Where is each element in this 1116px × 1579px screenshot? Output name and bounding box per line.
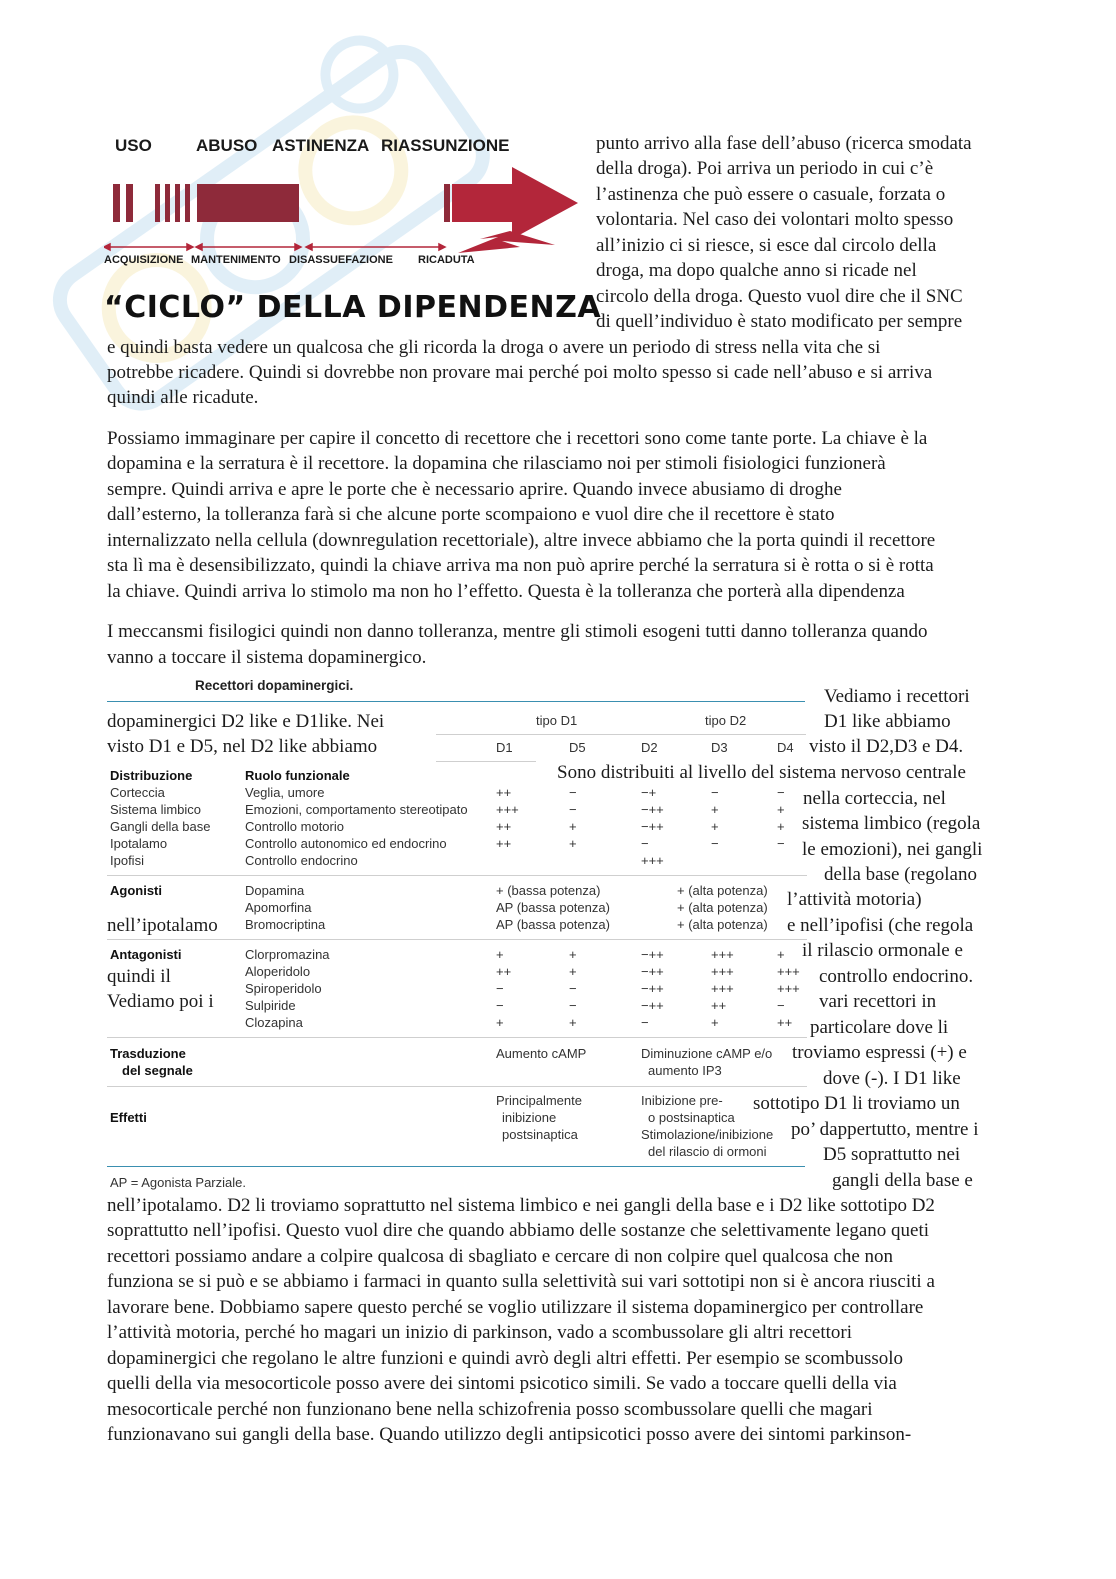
value-cell: +++ (496, 802, 519, 817)
effects-d2: del rilascio di ormoni (648, 1144, 767, 1159)
phase-arrows-icon (104, 240, 454, 254)
stage-riassunzione: RIASSUNZIONE (381, 136, 510, 155)
role-cell: Controllo motorio (245, 819, 344, 834)
text-line: Vediamo poi i (107, 991, 214, 1012)
text-line: dopaminergici D2 like e D1like. Nei (107, 711, 385, 732)
value-cell: −+ (641, 785, 657, 800)
value-cell: − (711, 836, 719, 851)
text-line: Possiamo immaginare per capire il concetto di recettore che i recettori sono come tante porte. La chiave è la (107, 428, 928, 449)
value-cell: ++ (496, 785, 512, 800)
bar-abuso-4 (185, 184, 190, 222)
table-footnote: AP = Agonista Parziale. (110, 1175, 246, 1190)
value-cell: + (711, 819, 719, 834)
table-top-rule (107, 701, 805, 702)
value-cell: + (711, 1015, 719, 1030)
antagonist-name: Clorpromazina (245, 947, 330, 962)
text-line: funziona se si può e se abbiamo i farmaci in quanto sulla selettività sui vari sottotipi non si è ancora riusciti a (107, 1271, 935, 1292)
effects-d2: o postsinaptica (648, 1110, 735, 1125)
value-cell: +++ (711, 981, 734, 996)
value-cell: −++ (641, 819, 664, 834)
phase-ricaduta: RICADUTA (418, 254, 475, 266)
text-line: quindi il (107, 966, 171, 987)
agonist-d1: AP (bassa potenza) (496, 917, 610, 932)
text-line: nell’ipotalamo. D2 li troviamo soprattutto nel sistema limbico e nei gangli della base e i D2 like sottotipo D2 (107, 1195, 935, 1216)
text-line: sistema limbico (regola (802, 813, 981, 834)
value-cell: − (496, 998, 504, 1013)
value-cell: ++ (777, 1015, 793, 1030)
transduction-label: Trasduzione (110, 1046, 186, 1061)
text-line: dall’esterno, la tolleranza farà si che alcune porte scompaiono e vuol dire che il recettore è stato (107, 504, 835, 525)
group-rule (436, 734, 806, 735)
effects-d1: postsinaptica (502, 1127, 578, 1142)
subtype-header: D5 (569, 740, 586, 755)
agonist-d2: + (alta potenza) (677, 917, 768, 932)
bar-abuso-1 (155, 184, 160, 222)
text-line: la chiave. Quindi arriva lo stimolo ma non ho l’effetto. Questa è la tolleranza che porterà alla dipendenza (107, 581, 905, 602)
value-cell: −++ (641, 981, 664, 996)
region-cell: Ipotalamo (110, 836, 168, 851)
region-cell: Corteccia (110, 785, 165, 800)
value-cell: ++ (496, 964, 512, 979)
value-cell: + (569, 836, 577, 851)
value-cell: + (777, 819, 785, 834)
text-line: e quindi basta vedere un qualcosa che gli ricorda la droga o avere un periodo di stress nella vita che si (107, 337, 881, 358)
text-line: il rilascio ormonale e (802, 940, 963, 961)
text-line: della droga). Poi arriva un periodo in cui c’è (596, 158, 934, 179)
effects-d1: Principalmente (496, 1093, 582, 1108)
text-line: di quell’individuo è stato modificato per sempre (596, 311, 963, 332)
agonist-name: Dopamina (245, 883, 305, 898)
text-line: punto arrivo alla fase dell’abuso (ricerca smodata (596, 133, 972, 154)
agonist-d1: AP (bassa potenza) (496, 900, 610, 915)
bar-abuso-2 (165, 184, 170, 222)
subtype-header: D2 (641, 740, 658, 755)
transduction-d2-2: aumento IP3 (648, 1063, 722, 1078)
group-d2-header: tipo D2 (705, 713, 747, 728)
antagonist-name: Aloperidolo (245, 964, 311, 979)
value-cell: − (569, 785, 577, 800)
agonist-name: Apomorfina (245, 900, 312, 915)
value-cell: +++ (777, 964, 800, 979)
text-line: soprattutto nell’ipofisi. Questo vuol dire che quando abbiamo delle sostanze che selettivamente legano queti (107, 1220, 930, 1241)
text-line: droga, ma dopo qualche anno si ricade nel (596, 260, 917, 281)
text-line: controllo endocrino. (819, 966, 974, 987)
text-line: Sono distribuiti al livello del sistema nervoso centrale (557, 762, 966, 783)
text-line: Vediamo i recettori (824, 686, 970, 707)
text-line: l’astinenza che può essere o casuale, forzata o (596, 184, 946, 205)
text-line: potrebbe ricadere. Quindi si dovrebbe non provare mai perché poi molto spesso si cade nell’abuso e si arriva (107, 362, 933, 383)
value-cell: ++ (496, 819, 512, 834)
subtype-header: D1 (496, 740, 513, 755)
text-line: recettori possiamo andare a colpire qualcosa di sbagliato e cercare di non colpire quel qualcosa che non (107, 1246, 894, 1267)
value-cell: +++ (711, 964, 734, 979)
value-cell: − (641, 1015, 649, 1030)
value-cell: + (496, 947, 504, 962)
value-cell: +++ (711, 947, 734, 962)
row-rule (107, 875, 807, 876)
text-line: visto D1 e D5, nel D2 like abbiamo (107, 736, 378, 757)
value-cell: + (569, 819, 577, 834)
text-line: vanno a toccare il sistema dopaminergico. (107, 647, 427, 668)
antagonist-name: Sulpiride (245, 998, 296, 1013)
transduction-d2: Diminuzione cAMP e/o (641, 1046, 773, 1061)
value-cell: − (569, 998, 577, 1013)
text-line: lavorare bene. Dobbiamo sapere questo perché se voglio utilizzare il sistema dopaminergico per controllare (107, 1297, 924, 1318)
value-cell: − (777, 785, 785, 800)
value-cell: − (496, 981, 504, 996)
value-cell: + (777, 947, 785, 962)
distribution-header: Distribuzione (110, 768, 193, 783)
value-cell: +++ (777, 981, 800, 996)
value-cell: ++ (496, 836, 512, 851)
text-line: sta lì ma è desensibilizzato, quindi la chiave arriva ma non può aprire perché la serratura si è rotta o si è rotta (107, 555, 934, 576)
antagonists-label: Antagonisti (110, 947, 182, 962)
text-line: vari recettori in (819, 991, 937, 1012)
text-line: nell’ipotalamo (107, 915, 218, 936)
effects-d1: inibizione (502, 1110, 557, 1125)
text-line: sottotipo D1 li troviamo un (753, 1093, 960, 1114)
text-line: mesocorticale perché non funzionano bene nella schizofrenia posso scombussolare quelli che magari (107, 1399, 873, 1420)
text-line: l’attività motoria) (787, 889, 922, 910)
text-line: all’inizio ci si riesce, si esce dal circolo della (596, 235, 937, 256)
text-line: sempre. Quindi arriva e apre le porte che è necessario aprire. Quando invece abusiamo di droghe (107, 479, 842, 500)
value-cell: − (777, 998, 785, 1013)
stage-astinenza: ASTINENZA (272, 136, 370, 155)
role-header: Ruolo funzionale (245, 768, 350, 783)
value-cell: − (711, 785, 719, 800)
value-cell: −++ (641, 964, 664, 979)
text-line: quindi alle ricadute. (107, 387, 259, 408)
value-cell: −++ (641, 802, 664, 817)
phase-disassuefazione: DISASSUEFAZIONE (289, 254, 393, 266)
text-line: volontaria. Nel caso dei volontari molto spesso (596, 209, 954, 230)
stage-uso: USO (115, 136, 152, 155)
text-line: particolare dove li (810, 1017, 949, 1038)
text-line: dopaminergici che regolano le altre funzioni e quindi avrò degli altri effetti. Per esempio se scombussolo (107, 1348, 904, 1369)
value-cell: + (569, 964, 577, 979)
agonist-d1: + (bassa potenza) (496, 883, 601, 898)
relapse-arrow-icon (450, 165, 580, 255)
table-bottom-rule (107, 1166, 805, 1167)
value-cell: + (711, 802, 719, 817)
role-cell: Veglia, umore (245, 785, 325, 800)
row-rule (107, 1037, 807, 1038)
region-cell: Gangli della base (110, 819, 211, 834)
subtype-header: D3 (711, 740, 728, 755)
region-cell: Sistema limbico (110, 802, 202, 817)
text-line: troviamo espressi (+) e (792, 1042, 967, 1063)
value-cell: + (777, 802, 785, 817)
phase-mantenimento: MANTENIMENTO (191, 254, 281, 266)
text-line: po’ dappertutto, mentre i (791, 1119, 979, 1140)
text-line: funzionavano sui gangli della base. Quando utilizzo degli antipsicotici posso avere dei sintomi parkinson- (107, 1424, 912, 1445)
text-line: nella corteccia, nel (803, 788, 946, 809)
transduction-label-2: del segnale (122, 1063, 193, 1078)
bar-uso-2 (126, 184, 133, 222)
value-cell: − (641, 836, 649, 851)
text-line: della base (regolano (824, 864, 977, 885)
text-line: visto il D2,D3 e D4. (809, 736, 964, 757)
value-cell: − (777, 836, 785, 851)
cycle-title: “CICLO” DELLA DIPENDENZA (104, 290, 602, 325)
text-line: D5 soprattutto nei (823, 1144, 961, 1165)
agonist-d2: + (alta potenza) (677, 900, 768, 915)
stage-abuso: ABUSO (196, 136, 258, 155)
text-line: quelli della via mesocorticole posso avere dei sintomi psicotico simili. Se vado a toccare quelli della via (107, 1373, 897, 1394)
role-cell: Controllo autonomico ed endocrino (245, 836, 447, 851)
text-line: I meccansmi fisilogici quindi non danno tolleranza, mentre gli stimoli esogeni tutti danno tolleranza quando (107, 621, 928, 642)
region-cell: Ipofisi (110, 853, 144, 868)
row-rule (107, 1086, 807, 1087)
value-cell: +++ (641, 853, 664, 868)
text-line: gangli della base e (832, 1170, 973, 1191)
bar-uso-1 (113, 184, 120, 222)
transduction-d1: Aumento cAMP (496, 1046, 587, 1061)
group-d1-header: tipo D1 (536, 713, 578, 728)
table-caption: Recettori dopaminergici. (195, 678, 354, 693)
bar-abuso-3 (175, 184, 180, 222)
agonist-name: Bromocriptina (245, 917, 326, 932)
text-line: internalizzato nella cellula (downregulation recettoriale), altre invece abbiamo che la porta quindi il recettore (107, 530, 936, 551)
text-line: le emozioni), nei gangli (802, 839, 983, 860)
text-line: e nell’ipofisi (che regola (787, 915, 974, 936)
bar-astinenza (197, 184, 299, 222)
value-cell: − (569, 802, 577, 817)
text-line: circolo della droga. Questo vuol dire che il SNC (596, 286, 963, 307)
antagonist-name: Clozapina (245, 1015, 303, 1030)
role-cell: Controllo endocrino (245, 853, 358, 868)
value-cell: + (569, 947, 577, 962)
subtype-header: D4 (777, 740, 794, 755)
phase-acquisizione: ACQUISIZIONE (104, 254, 184, 266)
role-cell: Emozioni, comportamento stereotipato (245, 802, 468, 817)
agonist-d2: + (alta potenza) (677, 883, 768, 898)
value-cell: −++ (641, 947, 664, 962)
text-line: l’attività motoria, perché ho magari un inizio di parkinson, vado a scombussolare gli altri recettori (107, 1322, 852, 1343)
value-cell: − (569, 981, 577, 996)
value-cell: −++ (641, 998, 664, 1013)
agonists-label: Agonisti (110, 883, 162, 898)
effects-d2: Stimolazione/inibizione (641, 1127, 774, 1142)
effects-label: Effetti (110, 1110, 147, 1125)
text-line: dove (-). I D1 like (823, 1068, 961, 1089)
text-line: D1 like abbiamo (824, 711, 951, 732)
row-rule (107, 939, 807, 940)
antagonist-name: Spiroperidolo (245, 981, 322, 996)
header-rule (436, 761, 536, 762)
value-cell: + (496, 1015, 504, 1030)
value-cell: + (569, 1015, 577, 1030)
value-cell: ++ (711, 998, 727, 1013)
text-line: dopamina e la serratura è il recettore. la dopamina che rilasciamo noi per stimoli fisiologici funzionerà (107, 453, 886, 474)
effects-d2: Inibizione pre- (641, 1093, 723, 1108)
